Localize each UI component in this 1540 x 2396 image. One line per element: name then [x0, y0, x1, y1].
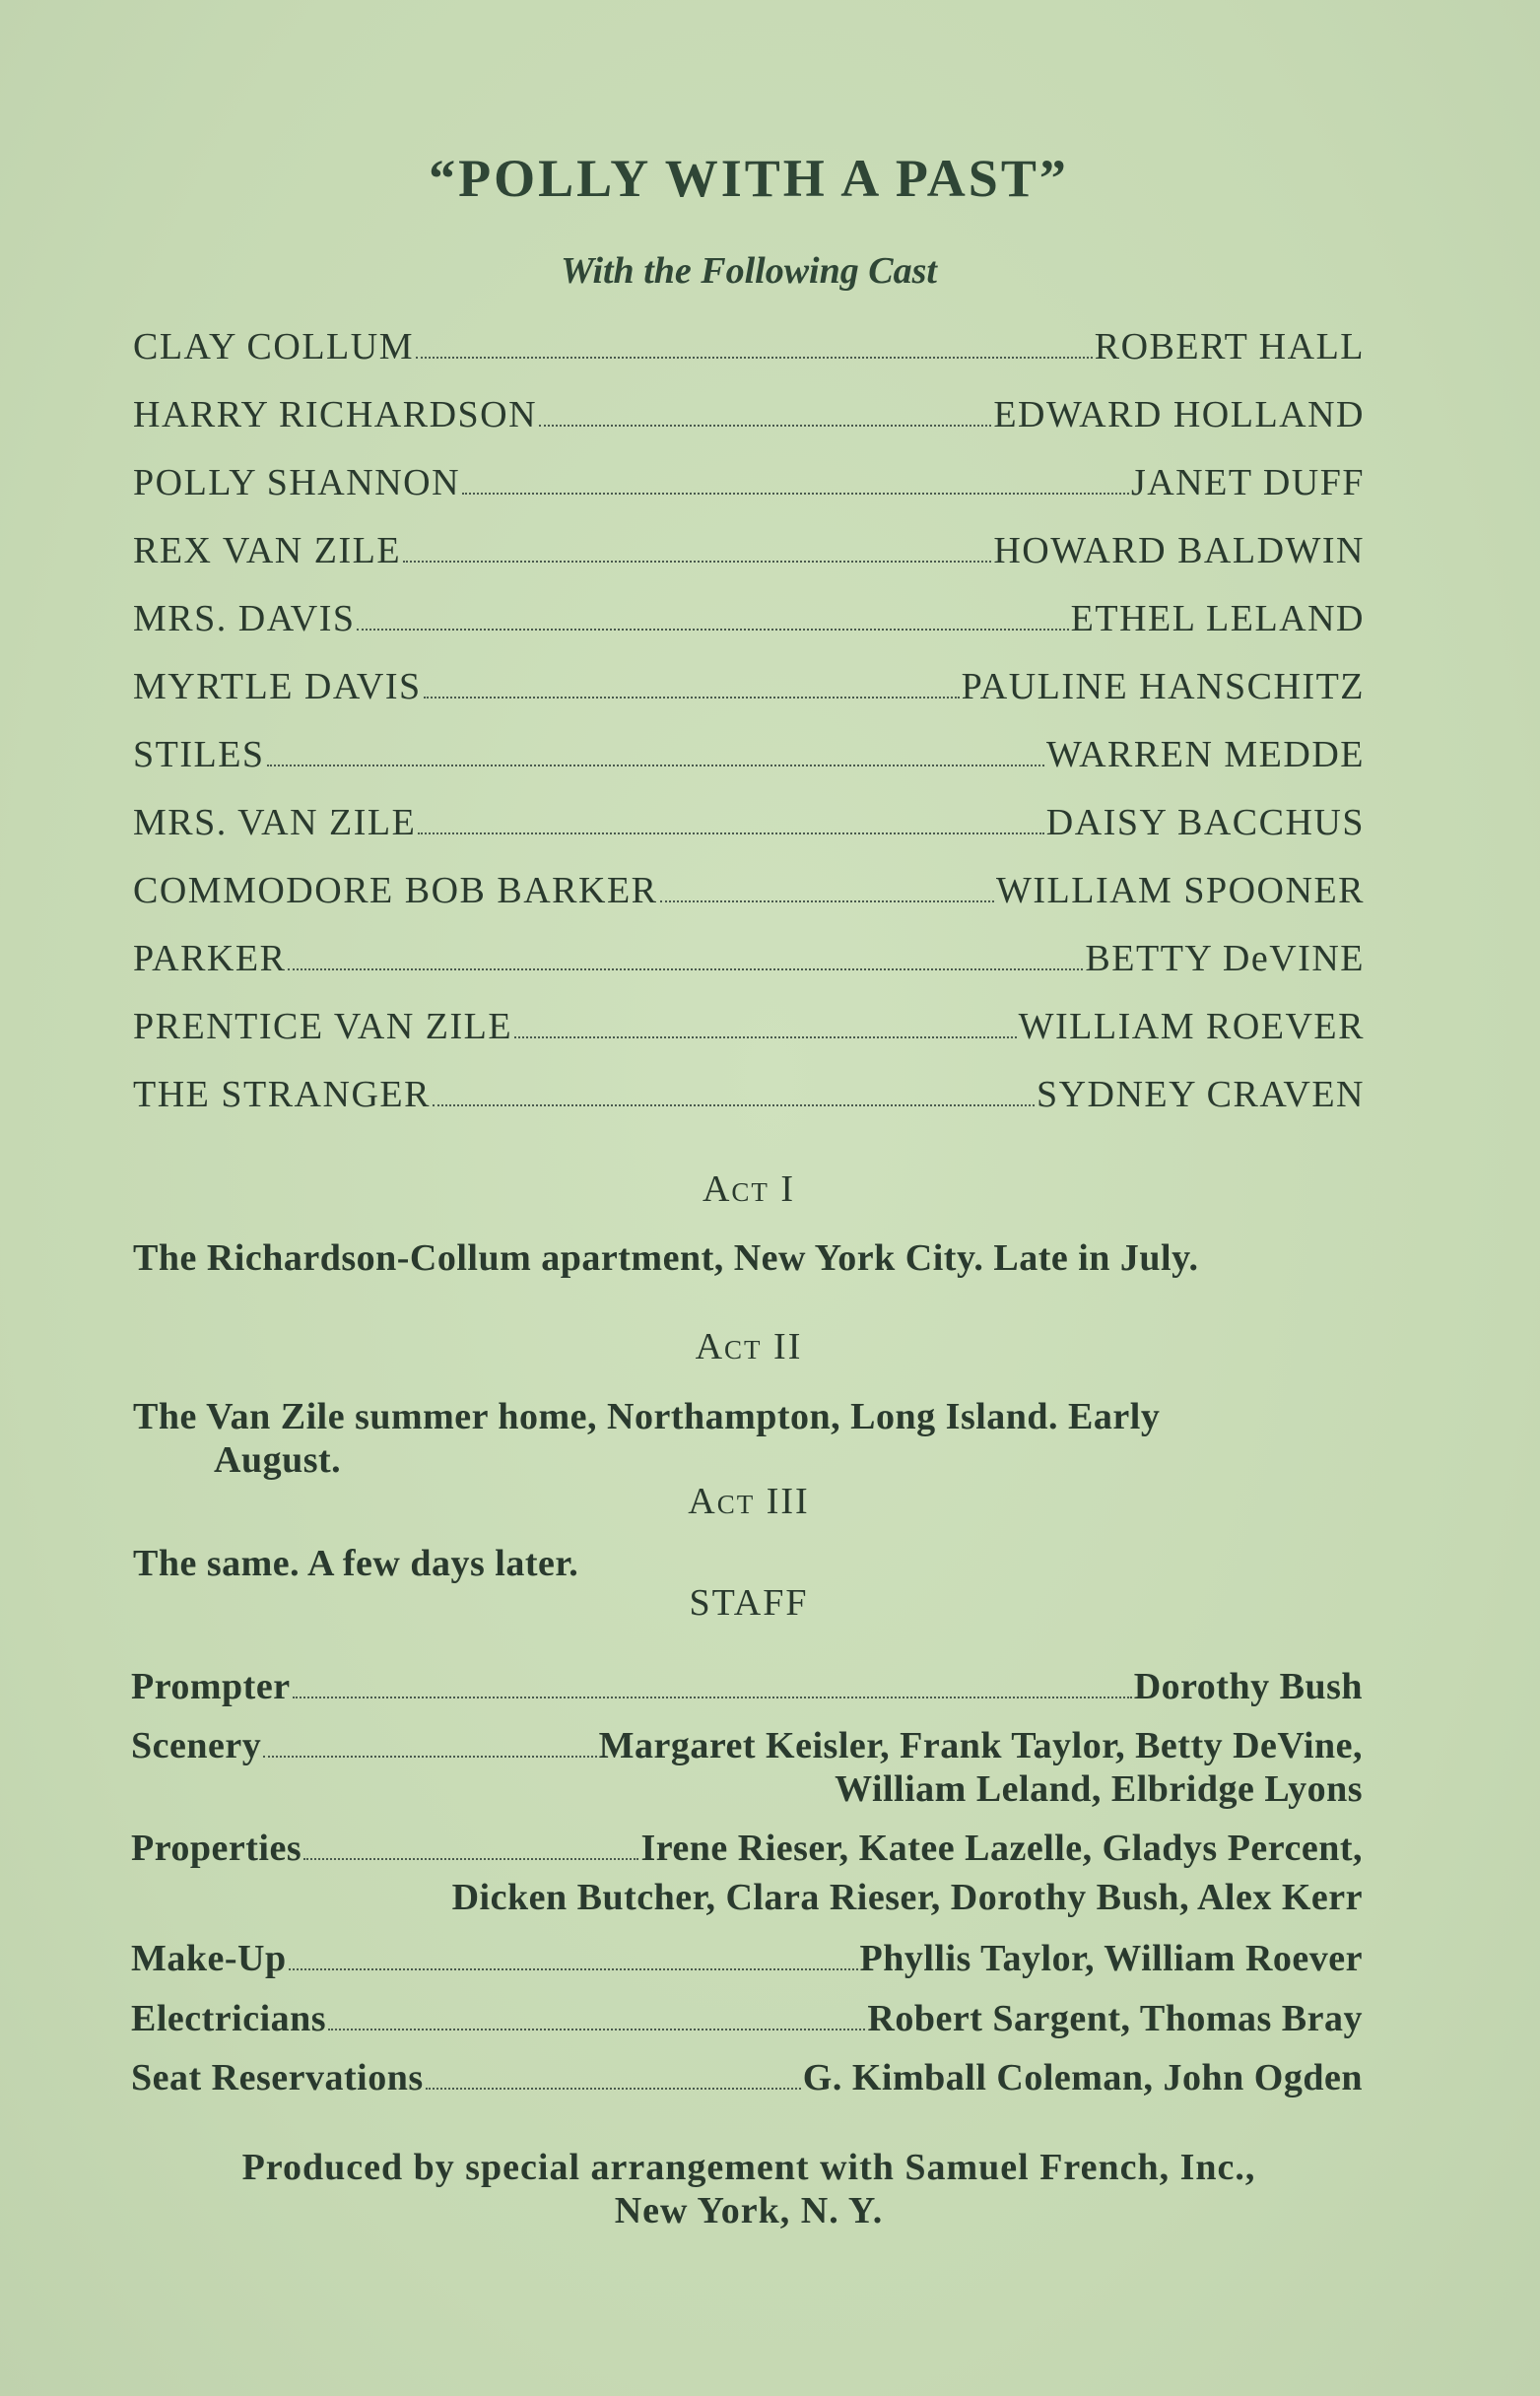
- dot-leader: [289, 1968, 858, 1970]
- production-credit: [0, 2146, 1498, 2232]
- dot-leader: [424, 697, 960, 699]
- dot-leader: [539, 425, 991, 427]
- staff-row: [131, 1997, 1363, 2056]
- staff-names: Phyllis Taylor, William Roever: [859, 1938, 1363, 1979]
- cast-role: THE STRANGER: [133, 1074, 431, 1115]
- act-heading: Act II: [695, 1326, 803, 1367]
- cast-role: STILES: [133, 734, 265, 775]
- act-setting-cont: August.: [214, 1439, 342, 1481]
- act-heading: Act I: [702, 1168, 796, 1210]
- cast-actor: WARREN MEDDE: [1045, 734, 1365, 775]
- cast-actor: EDWARD HOLLAND: [993, 394, 1365, 435]
- staff-row: [131, 1665, 1363, 1724]
- cast-list: [133, 325, 1365, 1141]
- dot-leader: [303, 1858, 638, 1860]
- act-heading: Act III: [688, 1481, 810, 1522]
- staff-row: [131, 1937, 1363, 1997]
- staff-names: Irene Rieser, Katee Lazelle, Gladys Percent,: [640, 1828, 1363, 1869]
- cast-row: [133, 529, 1365, 597]
- cast-role: MYRTLE DAVIS: [133, 666, 422, 707]
- cast-row: [133, 733, 1365, 801]
- cast-actor: JANET DUFF: [1130, 462, 1365, 503]
- staff-row: [131, 2056, 1363, 2115]
- staff-names-cont: Dicken Butcher, Clara Rieser, Dorothy Bush, Alex Kerr: [451, 1877, 1363, 1918]
- staff-role: Scenery: [131, 1725, 262, 1766]
- staff-names: Robert Sargent, Thomas Bray: [867, 1998, 1363, 2039]
- credit-line: New York, N. Y.: [614, 2190, 884, 2231]
- cast-actor: DAISY BACCHUS: [1045, 802, 1365, 843]
- cast-role: PARKER: [133, 938, 287, 979]
- staff-list: [131, 1665, 1363, 2115]
- cast-row: [133, 325, 1365, 393]
- cast-row: [133, 869, 1365, 937]
- cast-actor: ROBERT HALL: [1094, 326, 1365, 367]
- cast-actor: BETTY DeVINE: [1085, 938, 1365, 979]
- act-setting: [133, 1236, 1365, 1280]
- act-setting-line: The same. A few days later.: [133, 1543, 579, 1584]
- cast-row: [133, 1073, 1365, 1141]
- cast-actor: WILLIAM ROEVER: [1018, 1006, 1365, 1047]
- dot-leader: [416, 357, 1093, 359]
- cast-role: REX VAN ZILE: [133, 530, 402, 571]
- cast-actor: PAULINE HANSCHITZ: [961, 666, 1365, 707]
- dot-leader: [267, 765, 1044, 766]
- cast-subtitle: With the Following Cast: [561, 250, 937, 292]
- cast-actor: ETHEL LELAND: [1070, 598, 1365, 639]
- dot-leader: [357, 629, 1068, 631]
- cast-role: HARRY RICHARDSON: [133, 394, 538, 435]
- dot-leader: [328, 2029, 865, 2030]
- cast-role: CLAY COLLUM: [133, 326, 414, 367]
- staff-row: [131, 1827, 1363, 1876]
- staff-names: G. Kimball Coleman, John Ogden: [802, 2057, 1363, 2098]
- staff-row: [131, 1724, 1363, 1767]
- staff-role: Prompter: [131, 1666, 291, 1707]
- act-setting: [133, 1542, 1365, 1585]
- dot-leader: [418, 832, 1043, 834]
- staff-names: Margaret Keisler, Frank Taylor, Betty DeVine,: [598, 1725, 1363, 1766]
- cast-role: MRS. VAN ZILE: [133, 802, 417, 843]
- cast-row: [133, 801, 1365, 869]
- cast-actor: HOWARD BALDWIN: [993, 530, 1365, 571]
- staff-names: Dorothy Bush: [1133, 1666, 1363, 1707]
- cast-row: [133, 461, 1365, 529]
- cast-role: COMMODORE BOB BARKER: [133, 870, 658, 911]
- cast-actor: WILLIAM SPOONER: [996, 870, 1365, 911]
- act-setting: [133, 1395, 1365, 1482]
- cast-row: [133, 597, 1365, 665]
- act-setting-line: The Van Zile summer home, Northampton, Long Island. Early: [133, 1396, 1161, 1437]
- dot-leader: [288, 968, 1083, 970]
- staff-role: Electricians: [131, 1998, 327, 2039]
- staff-role: Properties: [131, 1828, 302, 1869]
- dot-leader: [426, 2088, 801, 2090]
- dot-leader: [514, 1036, 1017, 1038]
- cast-row: [133, 665, 1365, 733]
- cast-actor: SYDNEY CRAVEN: [1036, 1074, 1365, 1115]
- cast-row: [133, 1005, 1365, 1073]
- dot-leader: [433, 1104, 1035, 1106]
- dot-leader: [293, 1697, 1132, 1698]
- page-title: “POLLY WITH A PAST”: [429, 149, 1069, 208]
- cast-row: [133, 937, 1365, 1005]
- staff-role: Seat Reservations: [131, 2057, 424, 2098]
- dot-leader: [660, 900, 994, 902]
- cast-role: POLLY SHANNON: [133, 462, 461, 503]
- staff-names-cont: William Leland, Elbridge Lyons: [835, 1768, 1363, 1810]
- dot-leader: [462, 493, 1129, 495]
- dot-leader: [403, 561, 991, 563]
- cast-role: PRENTICE VAN ZILE: [133, 1006, 513, 1047]
- credit-line: Produced by special arrangement with Samuel French, Inc.,: [241, 2147, 1256, 2188]
- staff-heading: STAFF: [689, 1582, 809, 1624]
- dot-leader: [263, 1756, 596, 1758]
- cast-row: [133, 393, 1365, 461]
- act-setting-line: The Richardson-Collum apartment, New York City. Late in July.: [133, 1237, 1199, 1279]
- staff-role: Make-Up: [131, 1938, 287, 1979]
- cast-role: MRS. DAVIS: [133, 598, 356, 639]
